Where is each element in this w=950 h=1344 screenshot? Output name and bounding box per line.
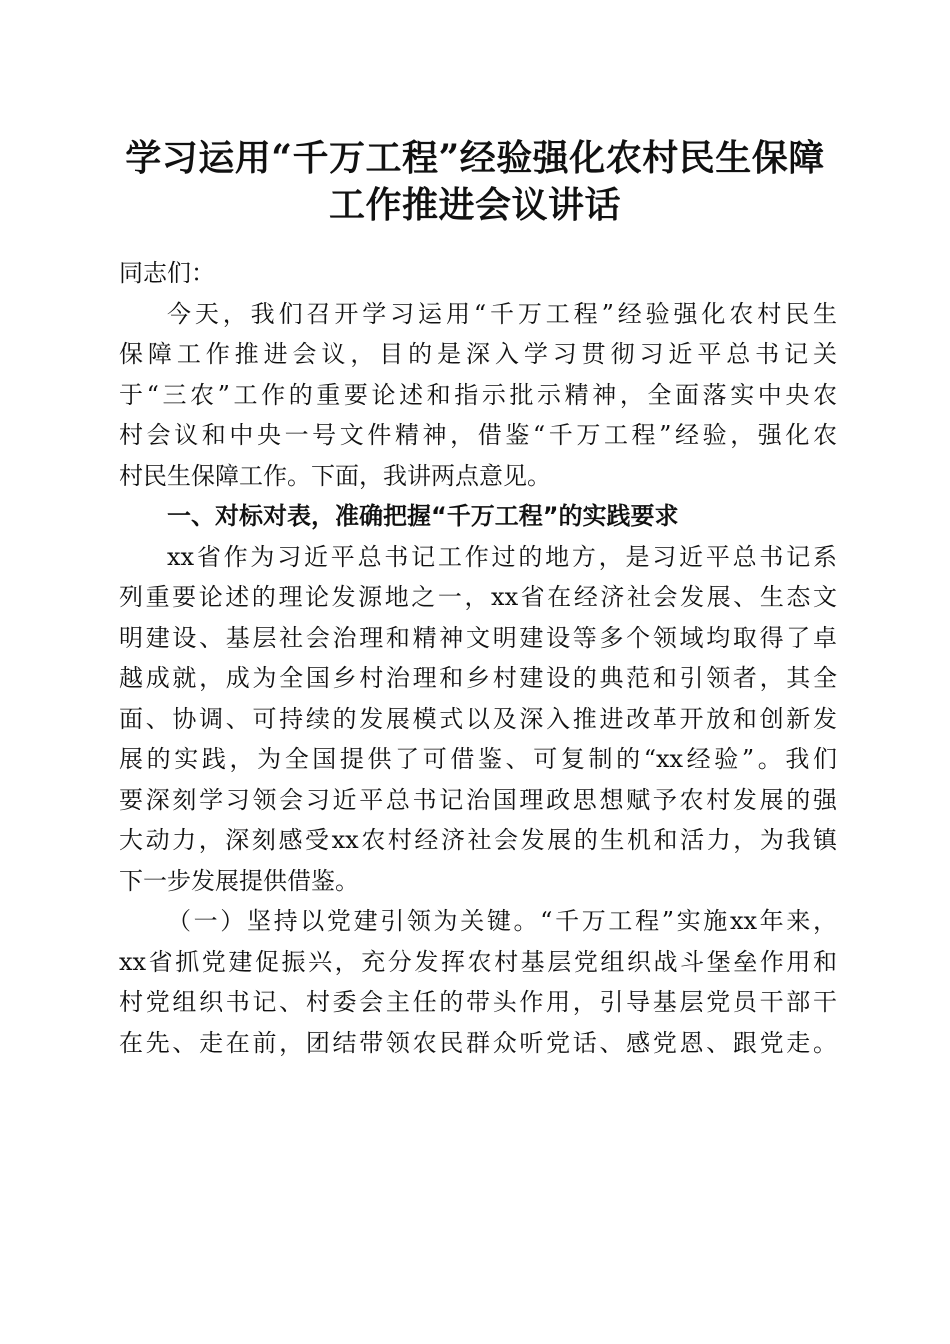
paragraph-line: 大动力，深刻感受xx农村经济社会发展的生机和活力，为我镇 [119,826,837,854]
paragraph-line: （一）坚持以党建引领为关键。“千万工程”实施xx年来， [167,907,837,935]
paragraph-line: 要深刻学习领会习近平总书记治国理政思想赋予农村发展的强 [119,785,837,814]
document-title-line-2: 工作推进会议讲话 [328,184,621,226]
paragraph-line: 村党组织书记、村委会主任的带头作用，引导基层党员干部干 [119,988,837,1016]
document-title-line-1: 学习运用“千万工程”经验强化农村民生保障 [125,137,825,179]
paragraph-line: 于“三农”工作的重要论述和指示批示精神，全面落实中央农 [119,380,837,409]
paragraph-line: 下一步发展提供借鉴。 [119,866,359,895]
paragraph-line: 明建设、基层社会治理和精神文明建设等多个领域均取得了卓 [119,623,837,652]
paragraph-line: xx省作为习近平总书记工作过的地方，是习近平总书记系 [167,542,837,571]
paragraph-line: 展的实践，为全国提供了可借鉴、可复制的“xx经验”。我们 [119,745,837,773]
paragraph-line: 面、协调、可持续的发展模式以及深入推进改革开放和创新发 [119,704,837,733]
paragraph-line: 村民生保障工作。下面，我讲两点意见。 [119,461,551,490]
paragraph-line: 今天，我们召开学习运用“千万工程”经验强化农村民生 [167,299,837,328]
paragraph-line: 保障工作推进会议，目的是深入学习贯彻习近平总书记关 [119,340,837,368]
section-heading: 一、对标对表，准确把握“千万工程”的实践要求 [167,502,679,530]
paragraph-line: 在先、走在前，团结带领农民群众听党话、感党恩、跟党走。 [119,1028,837,1057]
paragraph-line: 越成就，成为全国乡村治理和乡村建设的典范和引领者，其全 [119,664,837,692]
paragraph-line: 村会议和中央一号文件精神，借鉴“千万工程”经验，强化农 [119,421,837,449]
paragraph-line: 列重要论述的理论发源地之一，xx省在经济社会发展、生态文 [119,583,837,611]
salutation: 同志们： [119,259,215,287]
document-body [119,253,837,1063]
paragraph-line: xx省抓党建促振兴，充分发挥农村基层党组织战斗堡垒作用和 [119,947,837,976]
